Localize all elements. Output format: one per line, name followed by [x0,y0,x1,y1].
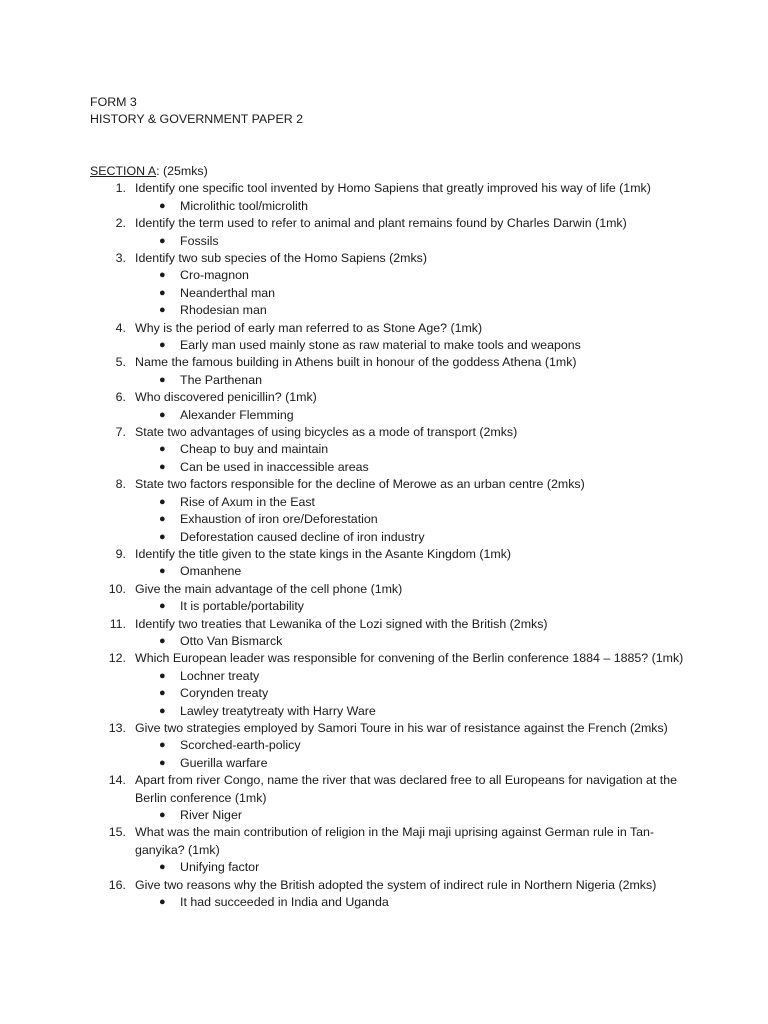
answer-list [135,233,690,250]
question-text: Name the famous building in Athens built in honour of the goddess Athena (1mk) [135,355,577,370]
answer-item [135,807,690,824]
answer-text: Neanderthal man [180,285,276,300]
bullet-icon: ● [159,443,166,456]
answer-list [135,198,690,215]
answer-item [135,494,690,511]
question-text: Identify two sub species of the Homo Sapiens (2mks) [135,251,428,266]
question-number: 7. [115,425,126,440]
answer-item [135,755,690,772]
answer-list [135,668,690,720]
answer-list [135,859,690,876]
answer-item [135,302,690,319]
answer-list [135,337,690,354]
question-text: Why is the period of early man referred to as Stone Age? (1mk) [135,320,483,335]
answer-item [135,859,690,876]
question-item [90,581,690,616]
question-number: 11. [109,616,126,631]
question-number: 12. [108,651,126,666]
question-item [90,424,690,476]
answer-list [135,633,690,650]
question-number: 15. [108,825,126,840]
question-item [90,824,690,876]
answer-text: Corynden treaty [180,686,269,701]
answer-list [135,441,690,476]
bullet-icon: ● [159,199,166,212]
question-item [90,320,690,355]
question-text: What was the main contribution of religion in the Maji maji uprising against German rule in Tan-ganyika? (1mk) [135,825,655,857]
question-number: 10. [108,581,126,596]
bullet-icon: ● [159,304,166,317]
bullet-icon: ● [159,634,166,647]
question-text: Give two strategies employed by Samori Toure in his war of resistance against the French (2mks) [135,720,668,735]
answer-text: Alexander Flemming [180,407,294,422]
section-title [90,163,690,180]
question-number: 14. [108,773,126,788]
question-number: 1. [115,181,126,196]
answer-text: Cro-magnon [180,268,249,283]
answer-text: Lochner treaty [180,668,260,683]
answer-item [135,633,690,650]
question-number: 3. [115,251,126,266]
question-text: Identify the title given to the state kings in the Asante Kingdom (1mk) [135,546,512,561]
section-title-label: SECTION A [90,164,157,178]
question-item [90,476,690,546]
answer-text: Otto Van Bismarck [180,633,283,648]
answer-item [135,511,690,528]
answer-text: Omanhene [180,564,242,579]
question-item [90,720,690,772]
question-text: State two factors responsible for the decline of Merowe as an urban centre (2mks) [135,477,585,492]
question-number: 2. [115,216,126,231]
bullet-icon: ● [159,339,166,352]
answer-item [135,285,690,302]
answer-list [135,407,690,424]
question-item [90,354,690,389]
bullet-icon: ● [159,739,166,752]
answer-text: Cheap to buy and maintain [180,442,329,457]
bullet-icon: ● [159,373,166,386]
paper-title: HISTORY & GOVERNMENT PAPER 2 [90,112,303,127]
answer-item [135,598,690,615]
answer-item [135,459,690,476]
question-item [90,180,690,215]
bullet-icon: ● [159,234,166,247]
question-number: 16. [108,877,126,892]
answer-item [135,441,690,458]
question-text: Apart from river Congo, name the river that was declared free to all Europeans for navigation at the Berlin conference (1mk) [135,773,678,805]
answer-list [135,894,690,911]
answer-item [135,563,690,580]
bullet-icon: ● [159,530,166,543]
answer-list [135,807,690,824]
bullet-icon: ● [159,269,166,282]
question-item [90,650,690,720]
question-number: 8. [115,477,126,492]
question-number: 6. [115,390,126,405]
answer-item [135,337,690,354]
answer-list [135,267,690,319]
question-number: 5. [115,355,126,370]
bullet-icon: ● [159,408,166,421]
answer-text: Exhaustion of iron ore/Deforestation [180,512,378,527]
answer-text: Unifying factor [180,860,260,875]
question-number: 9. [115,546,126,561]
bullet-icon: ● [159,687,166,700]
answer-text: Lawley treatytreaty with Harry Ware [180,703,376,718]
answer-item [135,703,690,720]
question-text: Who discovered penicillin? (1mk) [135,390,317,405]
question-text: Identify two treaties that Lewanika of the Lozi signed with the British (2mks) [135,616,548,631]
answer-item [135,529,690,546]
answer-item [135,233,690,250]
bullet-icon: ● [159,756,166,769]
question-text: Give the main advantage of the cell phone (1mk) [135,581,403,596]
question-item [90,250,690,320]
answer-list [135,563,690,580]
bullet-icon: ● [159,286,166,299]
bullet-icon: ● [159,704,166,717]
answer-item [135,372,690,389]
answer-text: It had succeeded in India and Uganda [180,895,389,910]
bullet-icon: ● [159,896,166,909]
bullet-icon: ● [159,669,166,682]
answer-text: Fossils [180,233,219,248]
question-item [90,772,690,824]
bullet-icon: ● [159,460,166,473]
answer-item [135,737,690,754]
question-number: 4. [115,320,126,335]
question-item [90,546,690,581]
form-label: FORM 3 [90,95,137,109]
question-item [90,215,690,250]
bullet-icon: ● [159,565,166,578]
bullet-icon: ● [159,809,166,822]
bullet-icon: ● [159,600,166,613]
answer-item [135,267,690,284]
question-item [90,389,690,424]
question-text: Identify one specific tool invented by Homo Sapiens that greatly improved his way of life (1mk) [135,181,651,196]
answer-list [135,494,690,546]
answer-item [135,685,690,702]
answer-item [135,894,690,911]
question-text: Give two reasons why the British adopted the system of indirect rule in Northern Nigeria (2mks) [135,877,657,892]
answer-text: Rhodesian man [180,303,267,318]
answer-text: Microlithic tool/microlith [180,198,309,213]
question-text: Identify the term used to refer to animal and plant remains found by Charles Darwin (1mk) [135,216,627,231]
bullet-icon: ● [159,861,166,874]
bullet-icon: ● [159,495,166,508]
question-item [90,616,690,651]
answer-item [135,407,690,424]
answer-text: Deforestation caused decline of iron industry [180,529,425,544]
question-item [90,877,690,912]
question-list [90,180,690,911]
document-header [90,94,303,129]
answer-list [135,598,690,615]
answer-text: The Parthenan [180,372,262,387]
answer-list [135,737,690,772]
answer-text: Early man used mainly stone as raw material to make tools and weapons [180,338,581,353]
question-text: State two advantages of using bicycles as a mode of transport (2mks) [135,425,518,440]
section-a [90,163,690,911]
answer-text: Can be used in inaccessible areas [180,459,369,474]
answer-text: Guerilla warfare [180,755,268,770]
answer-text: River Niger [180,808,242,823]
question-number: 13. [108,720,126,735]
answer-text: Rise of Axum in the East [180,494,315,509]
bullet-icon: ● [159,513,166,526]
answer-item [135,668,690,685]
answer-item [135,198,690,215]
answer-text: It is portable/portability [180,599,304,614]
section-title-marks: : (25mks) [156,164,208,178]
answer-text: Scorched-earth-policy [180,738,301,753]
answer-list [135,372,690,389]
question-text: Which European leader was responsible for convening of the Berlin conference 1884 – 1885? (1mk) [135,651,684,666]
